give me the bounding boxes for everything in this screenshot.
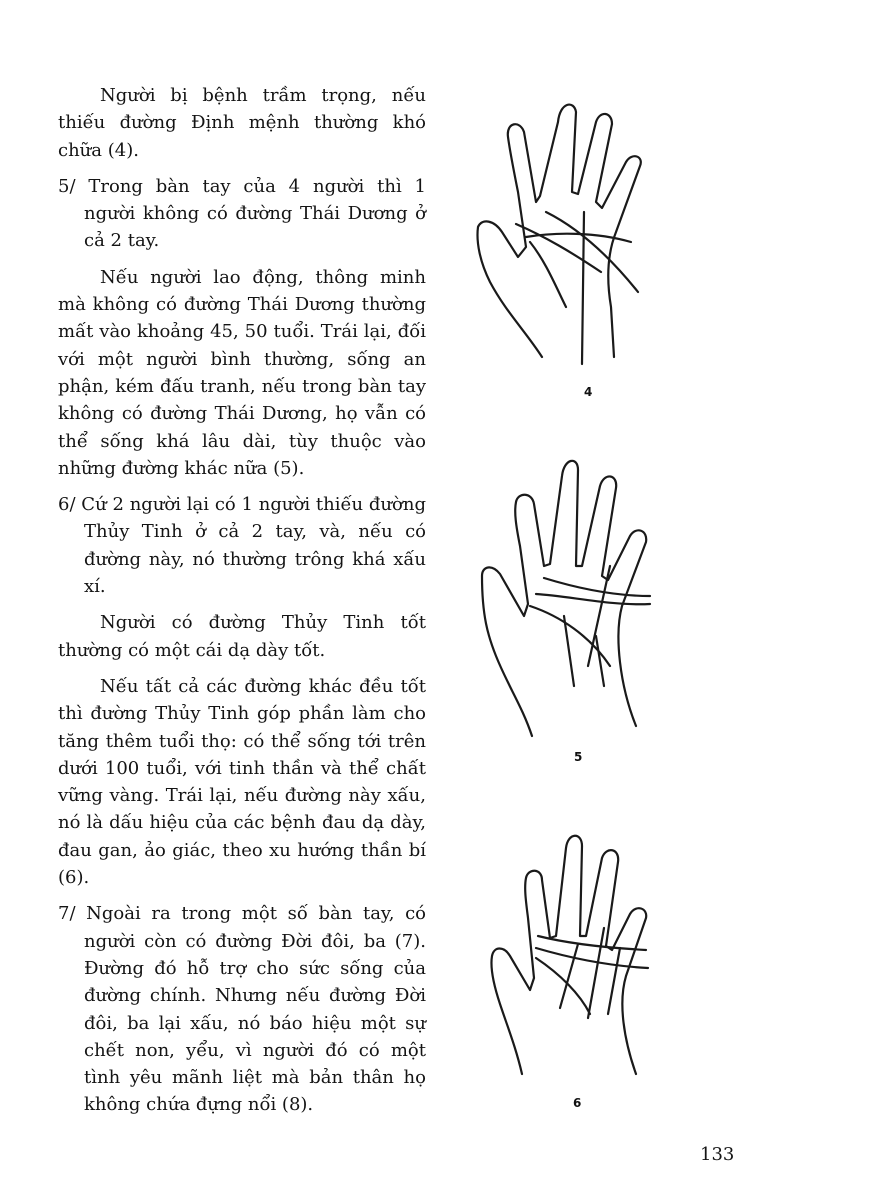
hand-figure-5 (470, 446, 680, 766)
paragraph-3: Người có đường Thủy Tinh tốt thường có một cái dạ dày tốt. (58, 612, 426, 661)
list-item-6: 6/ Cứ 2 người lại có 1 người thiếu đường Thủy Tinh ở cả 2 tay, và, nếu có đường này, nó thường trông khá xấu xí. (58, 494, 426, 598)
paragraph-2: Nếu người lao động, thông minh mà không có đường Thái Dương thường mất vào khoảng 45, 50 tuổi. Trái lại, đối với một người bình thường, sống an phận, kém đấu tranh, nếu trong bàn tay không có đường Thái Dương, họ vẫn có thể sống khá lâu dài, tùy thuộc vào những đường khác nữa (5). (58, 266, 426, 479)
palm-drawing-5 (470, 446, 680, 766)
text-column (58, 82, 426, 1128)
hand-figure-4 (466, 92, 676, 402)
figure-label-5: 5 (574, 750, 583, 764)
paragraph-4: Nếu tất cả các đường khác đều tốt thì đường Thủy Tinh góp phần làm cho tăng thêm tuổi thọ: có thể sống tới trên dưới 100 tuổi, với tinh thần và thể chất vững vàng. Trái lại, nếu đường này xấu, nó là dấu hiệu của các bệnh đau dạ dày, đau gan, ảo giác, theo xu hướng thần bí (6). (58, 675, 426, 889)
page-number: 133 (700, 1144, 735, 1165)
list-item-5: 5/ Trong bàn tay của 4 người thì 1 người không có đường Thái Dương ở cả 2 tay. (58, 175, 426, 252)
palm-drawing-4 (466, 92, 676, 402)
hand-figure-6 (480, 818, 680, 1118)
palm-drawing-6 (480, 818, 680, 1118)
figure-label-4: 4 (584, 385, 593, 399)
list-item-7: 7/ Ngoài ra trong một số bàn tay, có người còn có đường Đời đôi, ba (7). Đường đó hỗ trợ cho sức sống của đường chính. Nhưng nếu đường Đời đôi, ba lại xấu, nó báo hiệu một sự chết non, yểu, vì người đó có một tình yêu mãnh liệt mà bản thân họ không chứa đựng nổi (8). (58, 903, 426, 1116)
figure-label-6: 6 (573, 1096, 582, 1110)
paragraph-1: Người bị bệnh trầm trọng, nếu thiếu đường Định mệnh thường khó chữa (4). (58, 85, 426, 161)
